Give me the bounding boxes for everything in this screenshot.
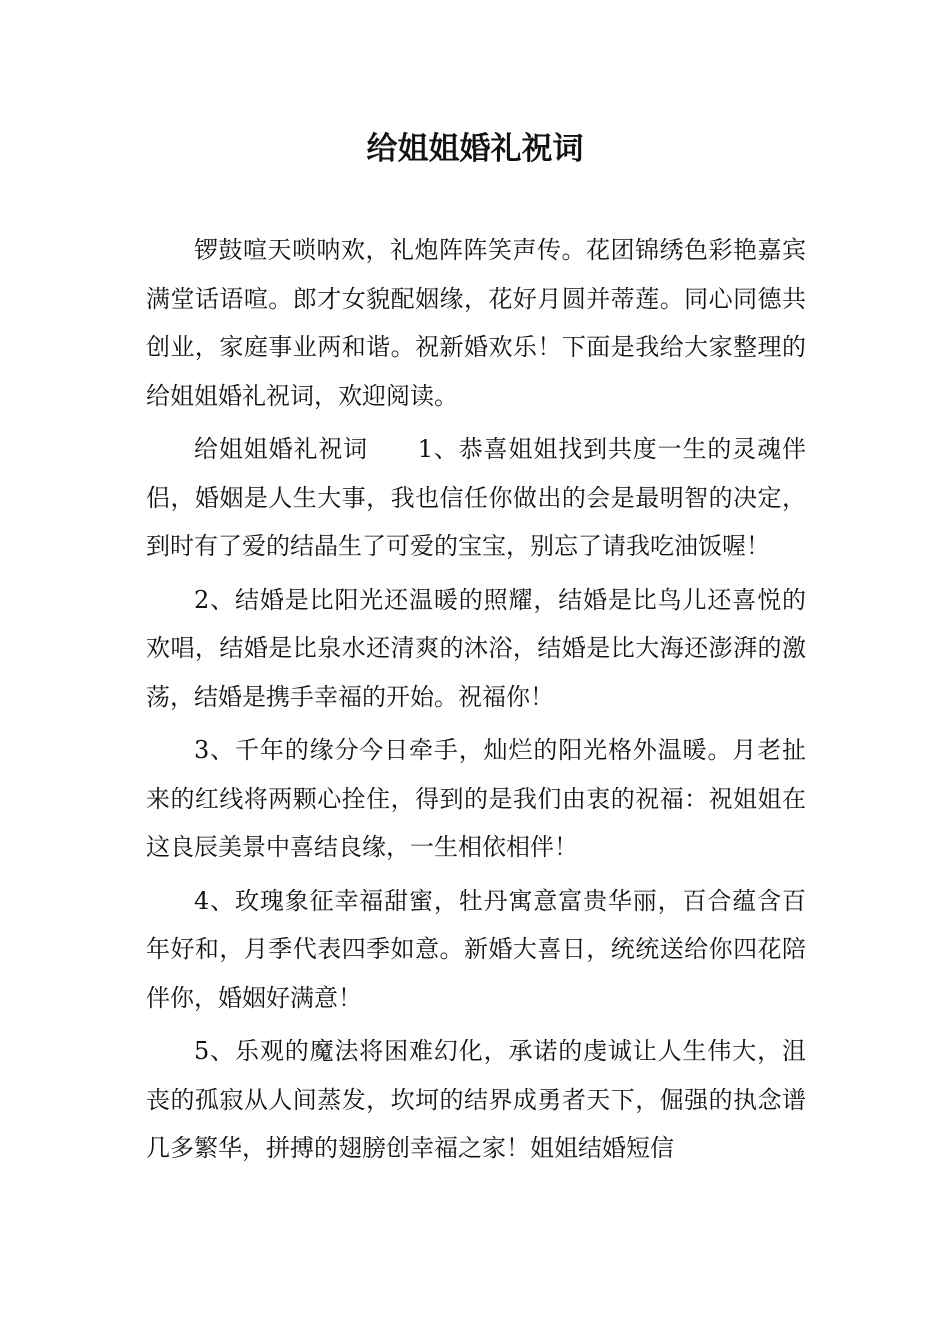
document-title: 给姐姐婚礼祝词 [366, 131, 584, 167]
paragraph-wish-2: 2、结婚是比阳光还温暖的照耀，结婚是比鸟儿还喜悦的欢唱，结婚是比泉水还清爽的沐浴，结婚是比大海还澎湃的激荡，结婚是携手幸福的开始。祝福你！ [146, 585, 806, 711]
paragraph-intro: 锣鼓喧天唢呐欢，礼炮阵阵笑声传。花团锦绣色彩艳嘉宾满堂话语喧。郎才女貌配姻缘，花好月圆并蒂莲。同心同德共创业，家庭事业两和谐。祝新婚欢乐！下面是我给大家整理的 给姐姐婚礼祝词，欢迎阅读。 [146, 236, 806, 410]
paragraph-wish-1: 给姐姐婚礼祝词 1、恭喜姐姐找到共度一生的灵魂伴侣，婚姻是人生大事，我也信任你做出的会是最明智的决定，到时有了爱的结晶生了可爱的宝宝，别忘了请我吃油饭喔！ [146, 435, 806, 560]
paragraph-wish-3: 3、千年的缘分今日牵手，灿烂的阳光格外温暖。月老扯来的红线将两颗心拴住，得到的是我们由衷的祝福：祝姐姐在这良辰美景中喜结良缘，一生相依相伴！ [146, 736, 806, 861]
paragraph-wish-4: 4、玫瑰象征幸福甜蜜，牡丹寓意富贵华丽，百合蕴含百年好和，月季代表四季如意。新婚大喜日，统统送给你四花陪伴你，婚姻好满意！ [146, 886, 806, 1012]
paragraph-wish-5: 5、乐观的魔法将困难幻化，承诺的虔诚让人生伟大，沮丧的孤寂从人间蒸发，坎坷的结界成勇者天下，倔强的执念谱几多繁华，拼搏的翅膀创幸福之家！姐姐结婚短信 [146, 1037, 806, 1162]
document-body [146, 226, 806, 1178]
